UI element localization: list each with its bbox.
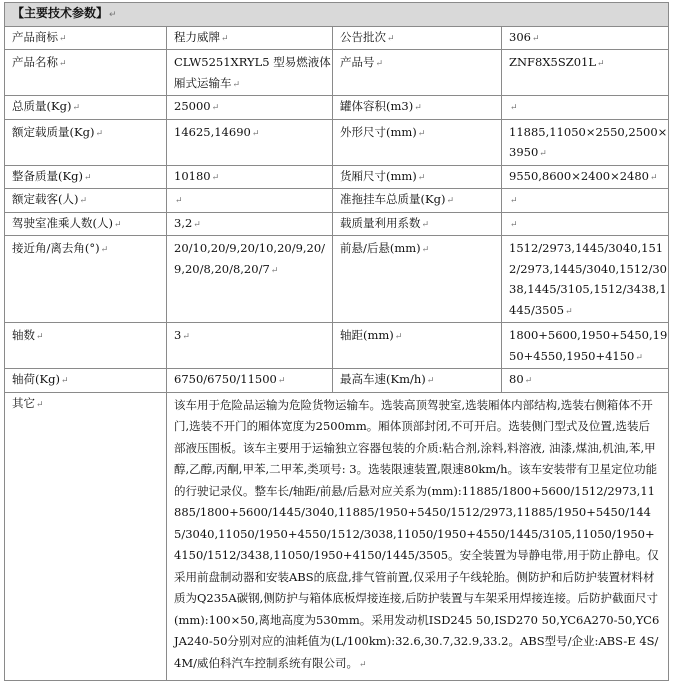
paragraph-mark: ↵ (221, 33, 229, 44)
row-value (502, 189, 669, 213)
cell-text: 载质量利用系数 (340, 215, 421, 230)
paragraph-mark: ↵ (394, 332, 403, 342)
cell-text: 10180 (174, 168, 211, 183)
paragraph-mark: ↵ (539, 149, 547, 159)
row-label (333, 119, 502, 165)
paragraph-mark: ↵ (83, 172, 92, 183)
table-row (5, 236, 669, 323)
parameter-sheet (4, 2, 668, 681)
row-value (167, 50, 333, 96)
cell-text: 接近角/离去角(°) (12, 241, 100, 255)
paragraph-mark: ↵ (565, 306, 573, 317)
cell-text: 货厢尺寸(mm) (340, 168, 417, 183)
cell-text: 额定载客(人) (12, 192, 79, 206)
cell-text: 外形尺寸(mm) (340, 124, 417, 139)
row-value (167, 323, 333, 369)
paragraph-mark: ↵ (387, 33, 395, 44)
cell-text: CLW5251XRYL5 型易燃液体厢式运输车 (174, 55, 331, 90)
cell-text: 公告批次 (340, 29, 386, 44)
paragraph-mark: ↵ (72, 103, 80, 113)
row-value (167, 189, 333, 213)
row-value (502, 26, 669, 50)
cell-text: 程力威牌 (174, 29, 220, 44)
row-value (502, 323, 669, 369)
row-value (167, 236, 333, 323)
cell-text: 1512/2973,1445/3040,1512/2973,1445/3040,1512/3038,1445/3105,1512/3438,1445/3505 (509, 241, 667, 317)
row-value (167, 165, 333, 189)
cell-text: 3 (174, 328, 182, 342)
row-label (5, 189, 167, 213)
paragraph-mark: ↵ (232, 79, 241, 90)
row-label (5, 212, 167, 236)
paragraph-mark: ↵ (510, 219, 518, 230)
cell-text: 轴距(mm) (340, 328, 394, 342)
cell-text: 准拖挂车总质量(Kg) (340, 192, 446, 206)
paragraph-mark: ↵ (211, 103, 220, 113)
cell-text: 罐体容积(m3) (340, 99, 414, 113)
cell-text: 80 (509, 372, 524, 386)
cell-text: 轴数 (12, 328, 35, 342)
row-label (5, 236, 167, 323)
cell-text: 【主要技术参数】 (12, 6, 109, 20)
paragraph-mark: ↵ (109, 10, 117, 20)
row-value (502, 236, 669, 323)
cell-text: 轴荷(Kg) (12, 372, 60, 386)
cell-text: 产品商标 (12, 29, 58, 44)
row-label (5, 369, 167, 393)
cell-text: 6750/6750/11500 (174, 372, 277, 386)
table-row (5, 50, 669, 96)
paragraph-mark: ↵ (211, 172, 220, 183)
paragraph-mark: ↵ (417, 172, 426, 183)
paragraph-mark: ↵ (36, 332, 44, 342)
other-label (5, 392, 167, 681)
row-value (502, 165, 669, 189)
cell-text: 额定载质量(Kg) (12, 124, 95, 139)
cell-text: 该车用于危险品运输为危险货物运输车。选装高顶驾驶室,选装厢体内部结构,选装右侧箱体不开门,选装不开门的厢体宽度为2500mm。厢体顶部封闭,不可开启。选装侧门型式及位置,选装后部液压围板。该车主要用于运输独立容器包装的介质:粘合剂,涂料,料溶液, 油漆,煤油,机油,苯,甲醇,乙醇,丙酮,甲苯,二甲苯,类项号: 3。选装限速装置,限速80km/h。该车安装带有卫星定位功能的行驶记录仪。整车长/轴距/前悬/后悬对应关系为(mm):11885/1800+5600/1512/2973,11885/1800+5600/1445/3040,11885/1950+5450/1512/2973,11885/1950+5450/1445/3040,11050/1950+4550/1512/3038,11050/1950+4550/1445/3105,11050/1950+4150/1512/3438,11050/1950+4150/1445/3505。安全装置为导静电带,用于防止静电。仅采用前盘制动器和安装ABS的底盘,排气管前置,仅采用子午线轮胎。侧防护和后防护装置材料材质为Q235A碳钢,侧防护与箱体底板焊接连接,后防护装置与车架采用焊接连接。后防护截面尺寸(mm):100×50,离地高度为530mm。采用发动机ISD245 50,ISD270 50,YC6A270-50,YC6JA240-50分别对应的油耗值为(L/100km):32.6,30.7,32.9,33.2。ABS型号/企业:ABS-E 4S/4M/威伯科汽车控制系统有限公司。 (174, 397, 660, 670)
paragraph-mark: ↵ (358, 659, 367, 670)
paragraph-mark: ↵ (175, 196, 183, 206)
cell-text: 11885,11050×2550,2500×3950 (509, 124, 668, 159)
table-row (5, 369, 669, 393)
row-label (5, 26, 167, 50)
paragraph-mark: ↵ (414, 103, 422, 113)
row-label (333, 26, 502, 50)
cell-text: 其它 (12, 395, 35, 410)
paragraph-mark: ↵ (531, 33, 540, 44)
table-row (5, 119, 669, 165)
paragraph-mark: ↵ (426, 376, 435, 386)
paragraph-mark: ↵ (650, 172, 658, 183)
row-label (333, 323, 502, 369)
paragraph-mark: ↵ (277, 376, 286, 386)
row-label (5, 50, 167, 96)
paragraph-mark: ↵ (421, 245, 430, 255)
row-value (502, 50, 669, 96)
row-value (167, 119, 333, 165)
cell-text: 25000 (174, 99, 211, 113)
row-value (502, 212, 669, 236)
row-value (167, 212, 333, 236)
row-label (333, 189, 502, 213)
paragraph-mark: ↵ (59, 33, 67, 44)
cell-text: 1800+5600,1950+5450,1950+4550,1950+4150 (509, 328, 668, 363)
row-value (167, 369, 333, 393)
table-row (5, 212, 669, 236)
paragraph-mark: ↵ (597, 59, 605, 69)
row-label (5, 96, 167, 120)
cell-text: ZNF8X5SZ01L (509, 55, 596, 69)
paragraph-mark: ↵ (510, 103, 518, 113)
row-label (5, 165, 167, 189)
cell-text: 驾驶室准乘人数(人) (12, 215, 113, 230)
paragraph-mark: ↵ (60, 376, 69, 386)
paragraph-mark: ↵ (417, 128, 426, 139)
row-label (5, 119, 167, 165)
cell-text: 总质量(Kg) (12, 99, 72, 113)
paragraph-mark: ↵ (95, 128, 103, 139)
cell-text: 产品号 (340, 55, 375, 69)
row-label (333, 165, 502, 189)
paragraph-mark: ↵ (79, 196, 88, 206)
row-label (333, 236, 502, 323)
cell-text: 306 (509, 29, 531, 44)
cell-text: 20/10,20/9,20/10,20/9,20/9,20/8,20/8,20/7 (174, 241, 326, 276)
paragraph-mark: ↵ (182, 332, 190, 342)
paragraph-mark: ↵ (59, 59, 67, 69)
cell-text: 9550,8600×2400×2480 (509, 168, 649, 183)
paragraph-mark: ↵ (510, 196, 518, 206)
row-value (167, 26, 333, 50)
paragraph-mark: ↵ (113, 219, 122, 230)
table-row (5, 323, 669, 369)
row-label (5, 323, 167, 369)
paragraph-mark: ↵ (524, 376, 533, 386)
paragraph-mark: ↵ (251, 128, 260, 139)
paragraph-mark: ↵ (375, 59, 384, 69)
row-value (167, 96, 333, 120)
table-row (5, 189, 669, 213)
row-label (333, 96, 502, 120)
row-value (502, 119, 669, 165)
row-value (502, 369, 669, 393)
paragraph-mark: ↵ (270, 265, 279, 276)
cell-text: 最高车速(Km/h) (340, 372, 426, 386)
paragraph-mark: ↵ (193, 219, 201, 230)
table-row (5, 165, 669, 189)
cell-text: 产品名称 (12, 55, 58, 69)
section-title (5, 3, 669, 27)
paragraph-mark: ↵ (635, 352, 643, 363)
other-description (167, 392, 669, 681)
cell-text: 整备质量(Kg) (12, 168, 83, 183)
table-row (5, 26, 669, 50)
paragraph-mark: ↵ (446, 196, 454, 206)
cell-text: 前悬/后悬(mm) (340, 241, 421, 255)
table-row-other (5, 392, 669, 681)
paragraph-mark: ↵ (421, 219, 430, 230)
paragraph-mark: ↵ (100, 245, 109, 255)
header-row (5, 3, 669, 27)
cell-text: 3,2 (174, 215, 193, 230)
row-label (333, 212, 502, 236)
table-row (5, 96, 669, 120)
paragraph-mark: ↵ (36, 399, 44, 410)
cell-text: 14625,14690 (174, 124, 251, 139)
row-label (333, 369, 502, 393)
row-label (333, 50, 502, 96)
spec-table (4, 2, 669, 681)
row-value (502, 96, 669, 120)
